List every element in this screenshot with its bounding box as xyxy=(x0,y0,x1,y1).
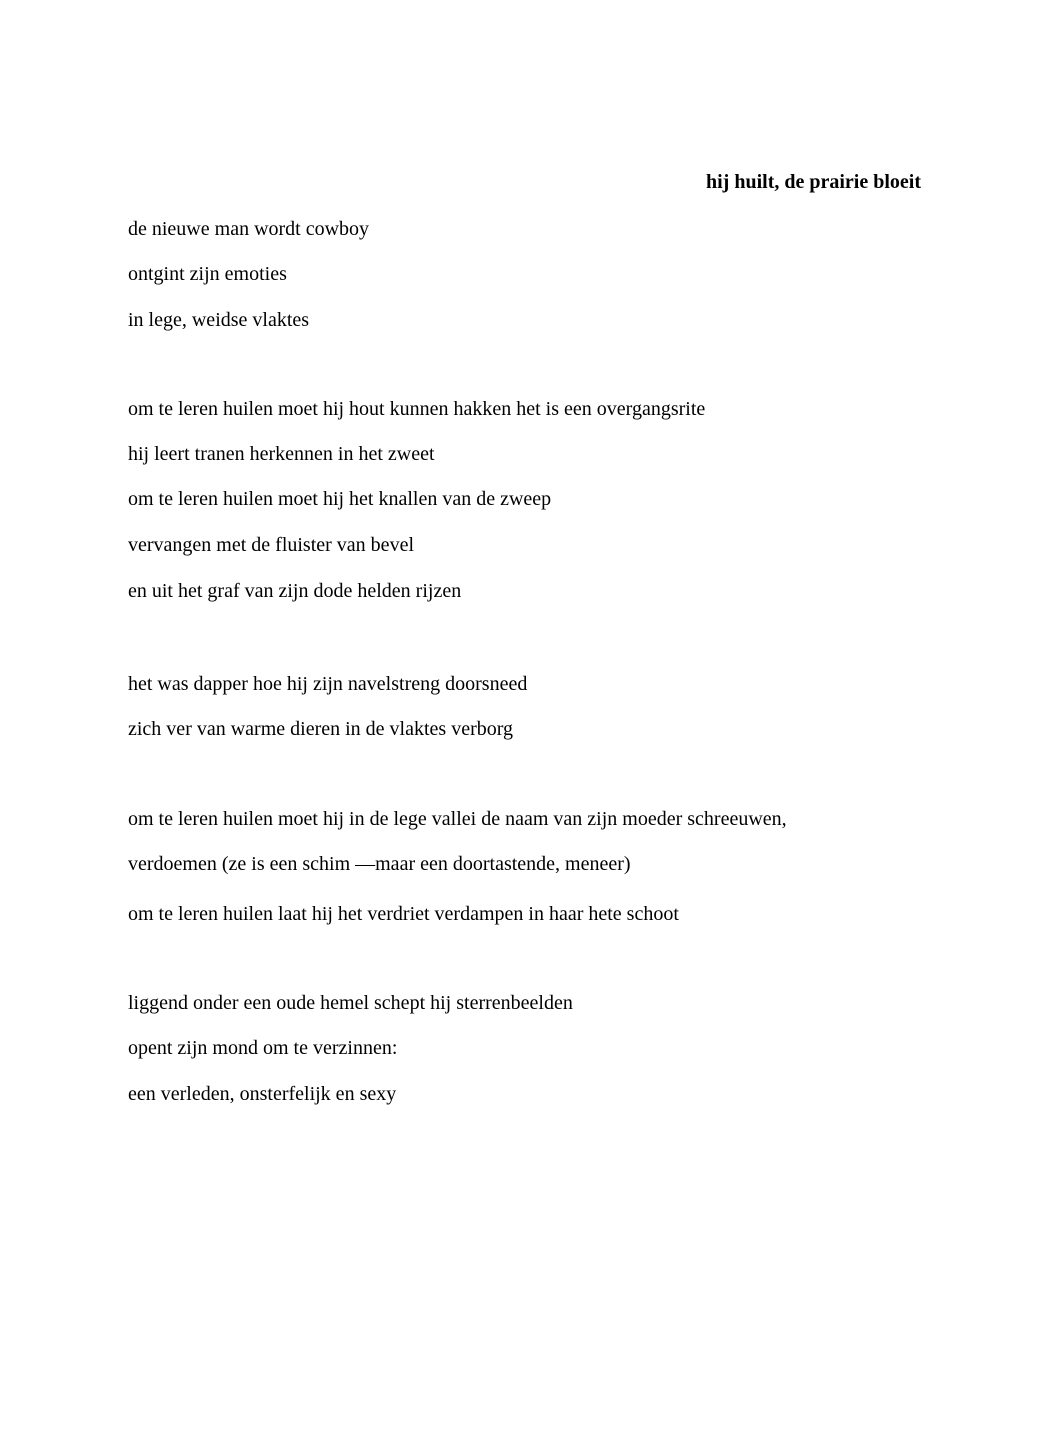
poem-line: verdoemen (ze is een schim —maar een doortastende, meneer) xyxy=(128,853,631,875)
poem-line: de nieuwe man wordt cowboy xyxy=(128,218,370,240)
poem-line: om te leren huilen moet hij in de lege vallei de naam van zijn moeder schreeuwen, xyxy=(128,808,787,830)
poem-line: om te leren huilen moet hij het knallen van de zweep xyxy=(128,488,552,510)
poem-line: een verleden, onsterfelijk en sexy xyxy=(128,1083,397,1105)
poem-line: vervangen met de fluister van bevel xyxy=(128,534,414,556)
poem-line: zich ver van warme dieren in de vlaktes verborg xyxy=(128,718,514,740)
poem-line: opent zijn mond om te verzinnen: xyxy=(128,1037,398,1059)
poem-line: in lege, weidse vlaktes xyxy=(128,309,310,331)
poem-line: het was dapper hoe hij zijn navelstreng doorsneed xyxy=(128,673,528,695)
poem-line: om te leren huilen moet hij hout kunnen hakken het is een overgangsrite xyxy=(128,398,706,420)
poem-title: hij huilt, de prairie bloeit xyxy=(706,171,921,193)
poem-line: ontgint zijn emoties xyxy=(128,263,287,285)
poem-line: hij leert tranen herkennen in het zweet xyxy=(128,443,435,465)
poem-line: en uit het graf van zijn dode helden rijzen xyxy=(128,580,462,602)
poem-line: om te leren huilen laat hij het verdriet verdampen in haar hete schoot xyxy=(128,903,679,925)
poem-line: liggend onder een oude hemel schept hij sterrenbeelden xyxy=(128,992,573,1014)
